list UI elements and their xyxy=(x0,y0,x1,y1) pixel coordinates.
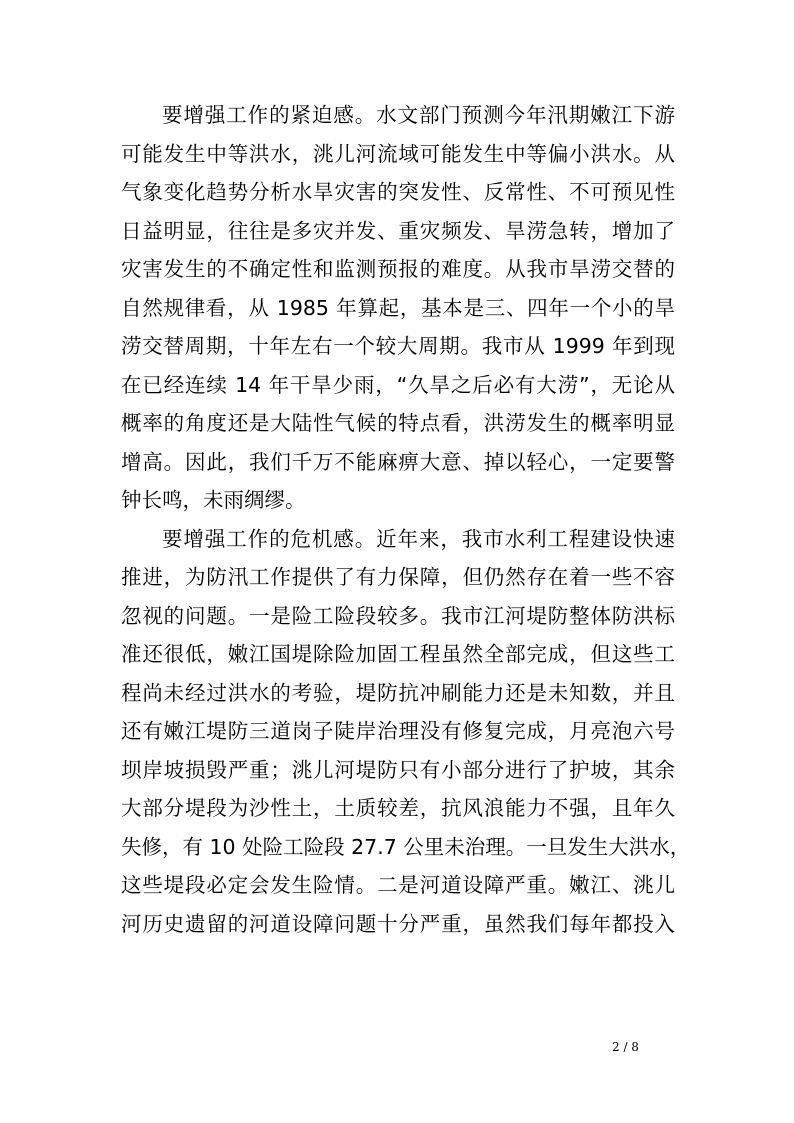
text-line: 钟长鸣，未雨绸缪。 xyxy=(121,488,306,512)
text-line: 要增强工作的紧迫感。水文部门预测今年汛期嫩江下游 xyxy=(162,103,675,127)
text-line: 可能发生中等洪水，洮儿河流域可能发生中等偏小洪水。从 xyxy=(121,141,675,166)
text-line: 在已经连续 14 年干旱少雨，“久旱之后必有大涝”，无论从 xyxy=(121,372,675,397)
text-line: 涝交替周期，十年左右一个较大周期。我市从 1999 年到现 xyxy=(121,334,675,358)
text-line: 日益明显，往往是多灾并发、重灾频发、旱涝急转，增加了 xyxy=(121,218,675,243)
paragraph-1 xyxy=(121,96,675,520)
text-line: 要增强工作的危机感。近年来，我市水利工程建设快速 xyxy=(162,526,675,551)
text-line: 失修，有 10 处险工险段 27.7 公里未治理。一旦发生大洪水， xyxy=(121,834,691,859)
text-line: 坝岸坡损毁严重；洮儿河堤防只有小部分进行了护坡，其余 xyxy=(121,757,675,782)
text-line: 这些堤段必定会发生险情。二是河道设障严重。嫩江、洮儿 xyxy=(121,873,675,897)
text-line: 准还很低，嫩江国堤除险加固工程虽然全部完成，但这些工 xyxy=(121,642,675,666)
text-line: 气象变化趋势分析水旱灾害的突发性、反常性、不可预见性 xyxy=(121,180,675,204)
text-line: 增高。因此，我们千万不能麻痹大意、掉以轻心，一定要警 xyxy=(121,449,675,474)
text-line: 自然规律看，从 1985 年算起，基本是三、四年一个小的旱 xyxy=(121,295,675,320)
text-line: 推进，为防汛工作提供了有力保障，但仍然存在着一些不容 xyxy=(121,565,675,589)
text-line: 程尚未经过洪水的考验，堤防抗冲刷能力还是未知数，并且 xyxy=(121,680,675,705)
document-body xyxy=(121,96,691,943)
text-line: 还有嫩江堤防三道岗子陡岸治理没有修复完成，月亮泡六号 xyxy=(121,719,675,743)
text-line: 灾害发生的不确定性和监测预报的难度。从我市旱涝交替的 xyxy=(121,257,675,281)
page-number: 2 / 8 xyxy=(612,1040,639,1054)
text-line: 忽视的问题。一是险工险段较多。我市江河堤防整体防洪标 xyxy=(121,603,675,628)
paragraph-2 xyxy=(121,520,691,944)
text-line: 河历史遗留的河道设障问题十分严重，虽然我们每年都投入 xyxy=(121,911,675,936)
text-line: 大部分堤段为沙性土，土质较差，抗风浪能力不强，且年久 xyxy=(121,796,675,820)
text-line: 概率的角度还是大陆性气候的特点看，洪涝发生的概率明显 xyxy=(121,411,675,435)
